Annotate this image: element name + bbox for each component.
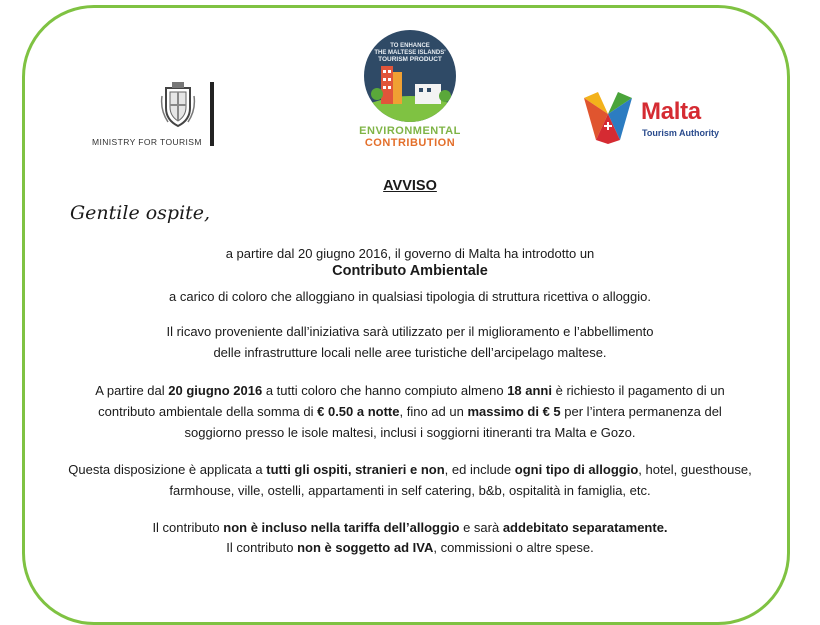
ministry-label: MINISTRY FOR TOURISM	[92, 137, 202, 147]
text-span: , commissioni o altre spese.	[433, 540, 594, 555]
text-span: e sarà	[459, 520, 503, 535]
p5-line2	[0, 540, 820, 555]
bold-span: € 0.50 a notte	[317, 404, 400, 419]
text-span: Questa disposizione è applicata a	[68, 462, 267, 477]
p4-line2: farmhouse, ville, ostelli, appartamenti in self catering, b&b, ospitalità in famiglia, etc.	[169, 483, 651, 498]
p3-line2	[0, 404, 820, 419]
malta-brand-mark-icon	[582, 92, 634, 144]
text-span: , ed include	[444, 462, 515, 477]
environmental-word: ENVIRONMENTAL	[359, 125, 461, 137]
bold-span: ogni tipo di alloggio	[514, 462, 639, 477]
text-span: Il contributo	[226, 540, 298, 555]
malta-crest-icon	[160, 82, 196, 128]
text-span: per l’intera permanenza del	[560, 404, 722, 419]
p1-line2: a carico di coloro che alloggiano in qualsiasi tipologia di struttura ricettiva o alloggio.	[169, 289, 651, 304]
greeting: Gentile ospite,	[70, 202, 211, 224]
notice-heading: AVVISO	[383, 178, 437, 194]
bold-span: non è incluso nella tariffa dell’alloggio	[223, 520, 460, 535]
malta-tourism-authority-logo	[582, 92, 742, 148]
bold-span: 20 giugno 2016	[168, 383, 263, 398]
p4-line1	[0, 462, 820, 477]
badge-text-line1: TO ENHANCE	[390, 43, 430, 49]
bold-span: massimo di € 5	[467, 404, 561, 419]
logo-divider	[210, 82, 214, 146]
p3-line3: soggiorno presso le isole maltesi, inclusi i soggiorni itineranti tra Malta e Gozo.	[184, 425, 636, 440]
p2-line2: delle infrastrutture locali nelle aree turistiche dell’arcipelago maltese.	[213, 345, 607, 360]
bold-span: addebitato separatamente.	[502, 520, 668, 535]
contribution-word: CONTRIBUTION	[364, 137, 456, 149]
p5-line1	[0, 520, 820, 535]
bold-span: 18 anni	[507, 383, 552, 398]
text-span: Il contributo	[152, 520, 224, 535]
bold-span: tutti gli ospiti, stranieri e non	[266, 462, 445, 477]
p3-line1	[0, 383, 820, 398]
p2-line1: Il ricavo proveniente dall’iniziativa sarà utilizzato per il miglioramento e l’abbellimento	[166, 324, 654, 339]
text-span: è richiesto il pagamento di un	[551, 383, 725, 398]
text-span: A partire dal	[95, 383, 169, 398]
p1-title: Contributo Ambientale	[332, 263, 488, 279]
ministry-logo	[88, 80, 218, 152]
badge-text-line3: TOURISM PRODUCT	[378, 56, 442, 63]
malta-subtitle: Tourism Authority	[642, 128, 719, 138]
environmental-contribution-logo	[345, 22, 475, 154]
p1-line1: a partire dal 20 giugno 2016, il governo di Malta ha introdotto un	[225, 246, 595, 261]
badge-text-line2: THE MALTESE ISLANDS'	[374, 50, 446, 56]
malta-name: Malta	[641, 98, 701, 125]
text-span: a tutti coloro che hanno compiuto almeno	[262, 383, 508, 398]
text-span: , fino ad un	[399, 404, 468, 419]
text-span: , hotel, guesthouse,	[638, 462, 752, 477]
text-span: contributo ambientale della somma di	[98, 404, 318, 419]
bold-span: non è soggetto ad IVA	[297, 540, 434, 555]
